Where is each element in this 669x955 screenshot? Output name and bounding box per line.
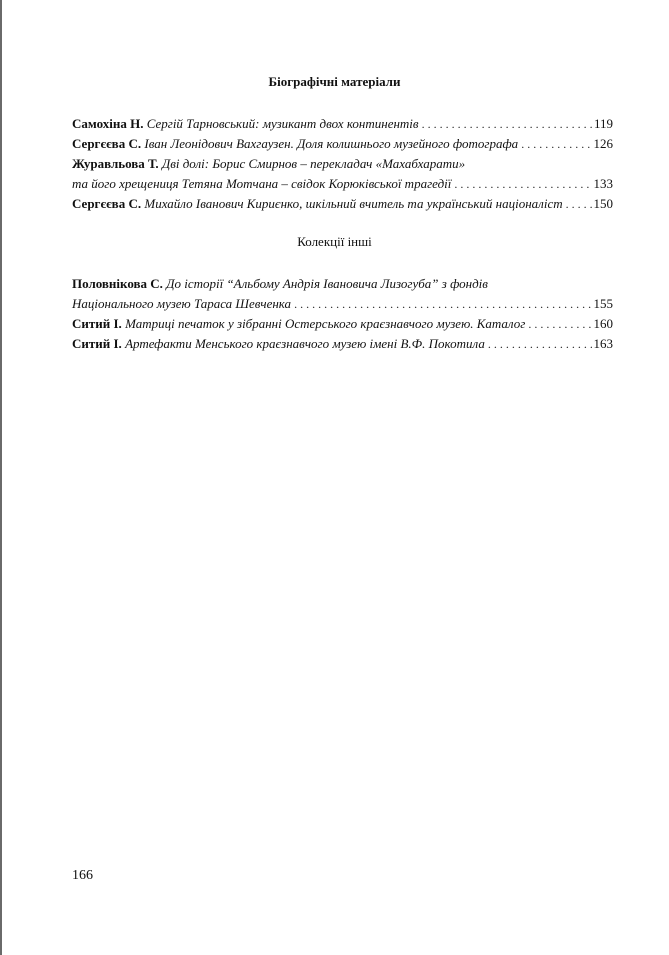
entry-page: 160 [593, 316, 613, 331]
dot-leader [422, 116, 592, 132]
dot-leader [294, 296, 591, 312]
toc-entry-continuation[interactable] [72, 296, 613, 312]
entry-author: Половнікова С. [72, 276, 163, 291]
toc-entry[interactable] [72, 156, 613, 172]
entry-title: Михайло Іванович Кириєнко, шкільний вчитель та український націоналіст [144, 196, 563, 211]
dot-leader [528, 316, 591, 332]
entry-title-continued: та його хрещениця Тетяна Мотчана – свідок Корюківської трагедії [72, 176, 452, 191]
entry-title: Іван Леонідович Вахгаузен. Доля колишнього музейного фотографа [144, 136, 519, 151]
toc-entry-continuation[interactable] [72, 176, 613, 192]
entry-author: Самохіна Н. [72, 116, 144, 131]
entry-author: Сергєєва С. [72, 136, 142, 151]
dot-leader [521, 136, 591, 152]
dot-leader [566, 196, 592, 212]
toc-entry[interactable] [72, 336, 613, 352]
entry-title: Сергій Тарновський: музикант двох континентів [146, 116, 419, 131]
entry-title-continued: Національного музею Тараса Шевченка [72, 296, 292, 311]
entry-page: 163 [593, 336, 613, 351]
page-number: 166 [72, 868, 93, 883]
entry-page: 126 [593, 136, 613, 151]
entry-author: Ситий І. [72, 316, 122, 331]
section-title-biographical: Біографічні матеріали [268, 74, 401, 89]
entry-title: Матриці печаток у зібранні Остерського краєзнавчого музею. Каталог [125, 316, 526, 331]
toc-entry[interactable] [72, 276, 613, 292]
toc-entry[interactable] [72, 196, 613, 212]
toc-entry[interactable] [72, 136, 613, 152]
entry-page: 133 [593, 176, 613, 191]
entry-page: 155 [593, 296, 613, 311]
entry-title: До історії “Альбому Андрія Івановича Лизогуба” з фондів [166, 276, 488, 291]
dot-leader [454, 176, 591, 192]
entry-page: 119 [593, 116, 613, 131]
toc-entry[interactable] [72, 316, 613, 332]
entry-author: Журавльова Т. [72, 156, 159, 171]
dot-leader [488, 336, 592, 352]
section-title-collections: Колекції інші [297, 234, 372, 249]
page-left-border [0, 0, 2, 955]
entry-author: Сергєєва С. [72, 196, 142, 211]
toc-entry[interactable] [72, 116, 613, 132]
entry-title: Артефакти Менського краєзнавчого музею імені В.Ф. Покотила [125, 336, 485, 351]
entry-title: Дві долі: Борис Смирнов – перекладач «Махабхарати» [161, 156, 466, 171]
entry-page: 150 [593, 196, 613, 211]
entry-author: Ситий І. [72, 336, 122, 351]
